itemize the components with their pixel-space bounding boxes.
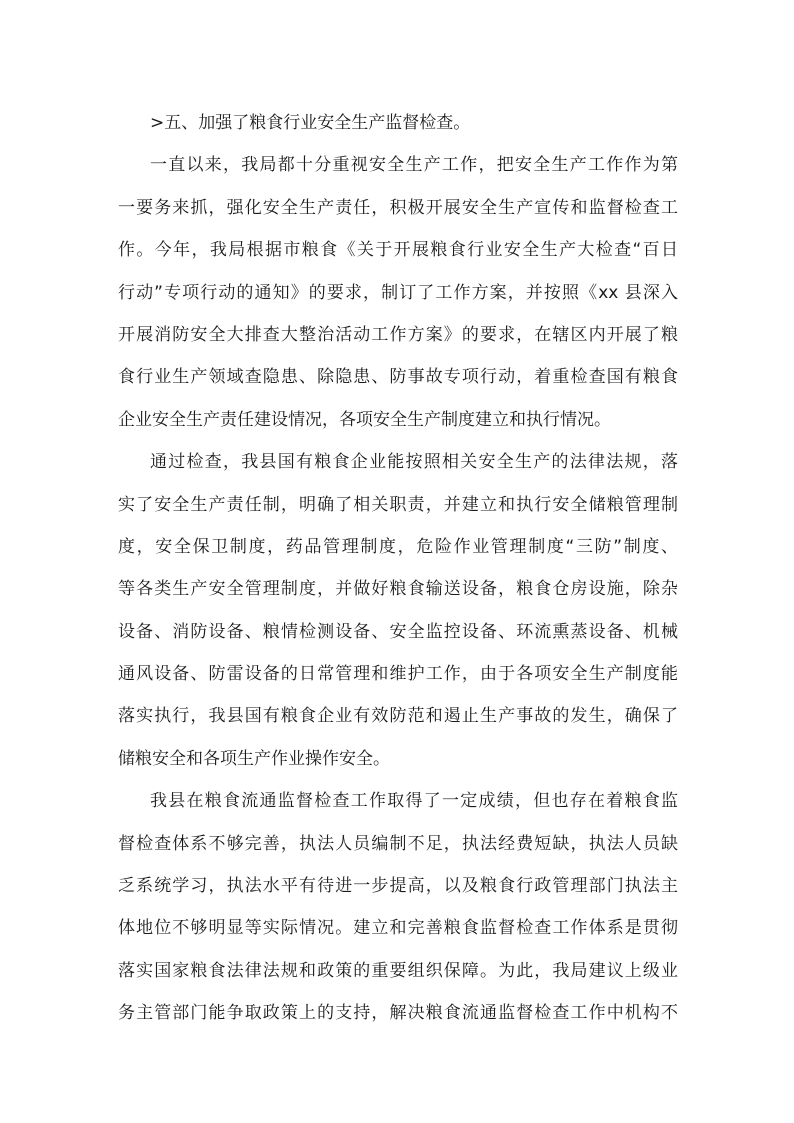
paragraph-line: 体地位不够明显等实际情况。建立和完善粮食监督检查工作体系是贯彻 <box>118 918 678 939</box>
paragraph-3 <box>118 780 678 1034</box>
section-heading: >五、加强了粮食行业安全生产监督检查。 <box>150 113 471 133</box>
document-body <box>118 102 678 1035</box>
paragraph-line: 企业安全生产责任建设情况，各项安全生产制度建立和执行情况。 <box>118 409 611 430</box>
paragraph-line: 食行业生产领域查隐患、除隐患、防事故专项行动，着重检查国有粮食 <box>118 367 678 388</box>
paragraph-line: 储粮安全和各项生产作业操作安全。 <box>118 748 390 769</box>
paragraph-line: 落实国家粮食法律法规和政策的重要组织保障。为此，我局建议上级业 <box>118 960 678 981</box>
paragraph-line: 务主管部门能争取政策上的支持，解决粮食流通监督检查工作中机构不 <box>118 1003 678 1024</box>
paragraph-line: 通风设备、防雷设备的日常管理和维护工作，由于各项安全生产制度能 <box>118 664 678 685</box>
paragraph-line: 落实执行，我县国有粮食企业有效防范和遏止生产事故的发生，确保了 <box>118 706 678 727</box>
paragraph-line: 一直以来，我局都十分重视安全生产工作，把安全生产工作作为第 <box>150 155 678 176</box>
paragraph-line: 通过检查，我县国有粮食企业能按照相关安全生产的法律法规，落 <box>150 452 678 473</box>
paragraph-line: 乏系统学习，执法水平有待进一步提高，以及粮食行政管理部门执法主 <box>118 876 678 897</box>
paragraph-line: 实了安全生产责任制，明确了相关职责，并建立和执行安全储粮管理制 <box>118 494 678 515</box>
paragraph-line: 度，安全保卫制度，药品管理制度，危险作业管理制度“三防”制度、 <box>118 536 678 557</box>
paragraph-1 <box>118 144 678 441</box>
paragraph-line: 作。今年，我局根据市粮食《关于开展粮食行业安全生产大检查“百日 <box>118 240 678 261</box>
paragraph-line: 我县在粮食流通监督检查工作取得了一定成绩，但也存在着粮食监 <box>150 791 678 812</box>
paragraph-line: 一要务来抓，强化安全生产责任，积极开展安全生产宣传和监督检查工 <box>118 197 678 218</box>
paragraph-line: 行动”专项行动的通知》的要求，制订了工作方案，并按照《xx 县深入 <box>118 282 678 303</box>
paragraph-2 <box>118 441 678 780</box>
paragraph-line: 督检查体系不够完善，执法人员编制不足，执法经费短缺，执法人员缺 <box>118 833 678 854</box>
paragraph-line: 设备、消防设备、粮情检测设备、安全监控设备、环流熏蒸设备、机械 <box>118 621 678 642</box>
paragraph-line: 开展消防安全大排查大整治活动工作方案》的要求，在辖区内开展了粮 <box>118 324 678 345</box>
paragraph-line: 等各类生产安全管理制度，并做好粮食输送设备，粮食仓房设施，除杂 <box>118 579 678 600</box>
